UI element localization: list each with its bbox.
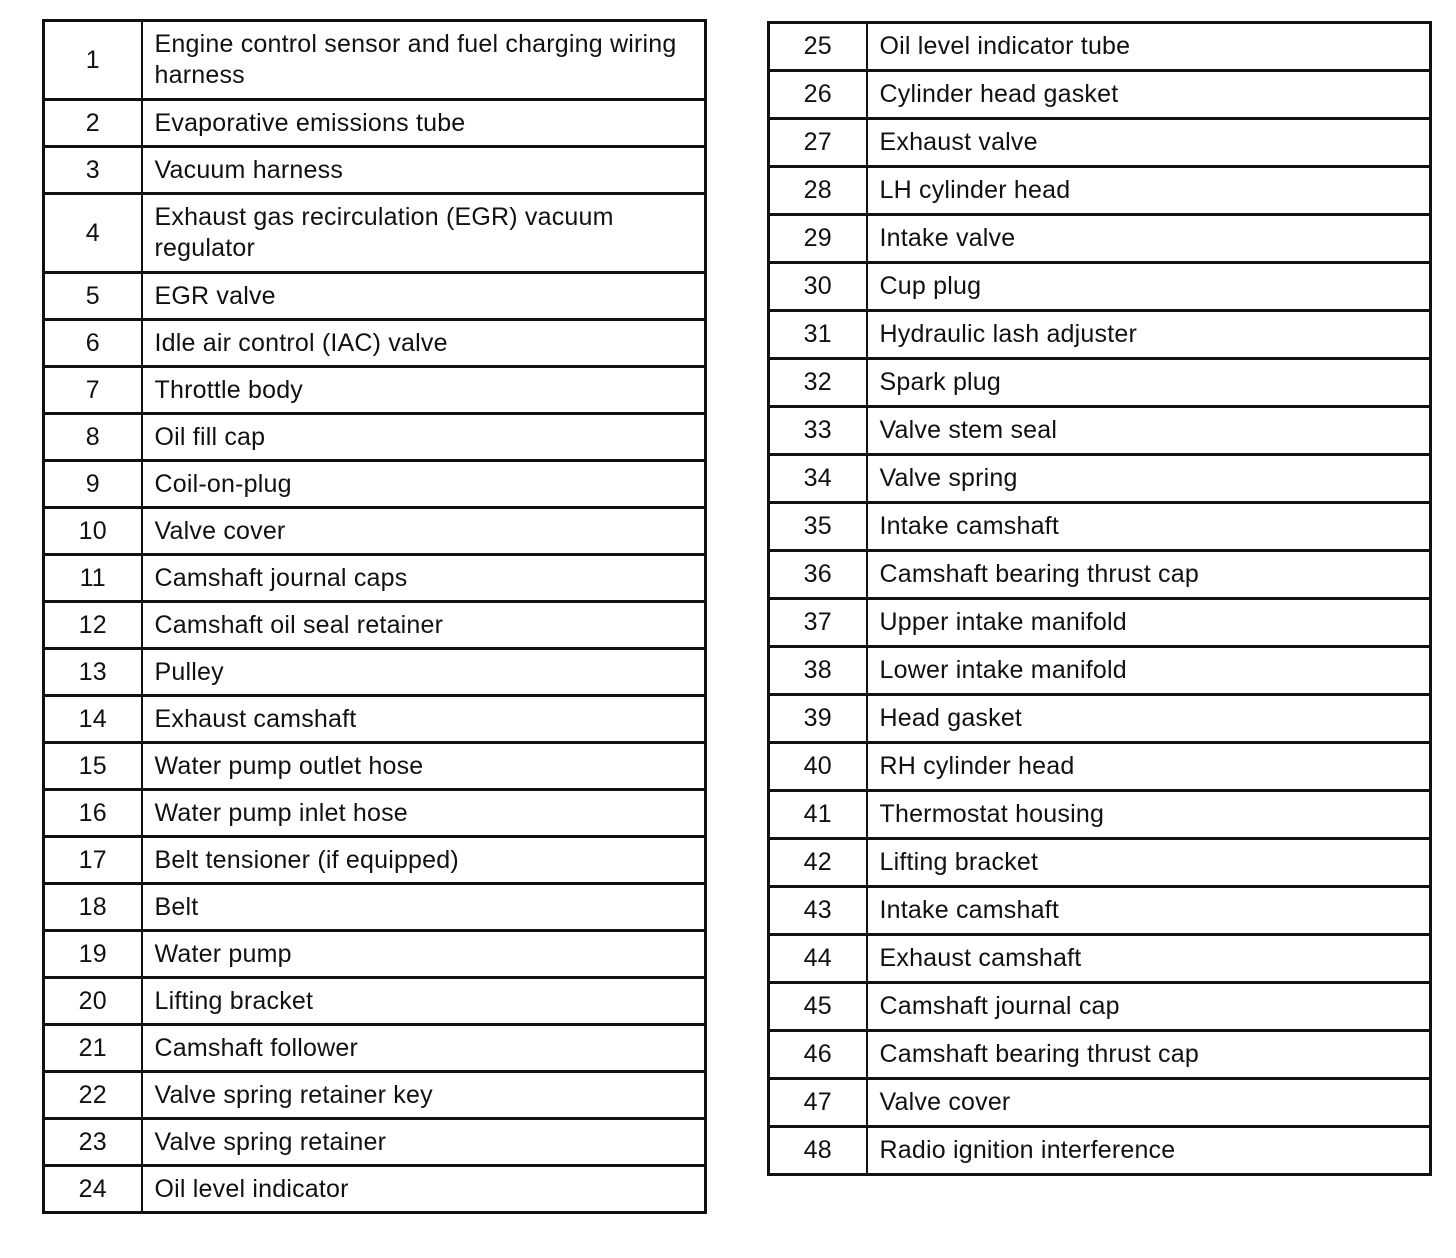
table-row [44,555,706,602]
item-description: Upper intake manifold [867,599,1431,647]
item-description: Evaporative emissions tube [142,100,706,147]
table-row [769,791,1431,839]
table-row [769,1031,1431,1079]
item-description: Valve cover [867,1079,1431,1127]
table-row [769,455,1431,503]
table-row [769,839,1431,887]
item-description: Camshaft bearing thrust cap [867,551,1431,599]
item-description: Exhaust camshaft [867,935,1431,983]
item-description: Radio ignition interference [867,1127,1431,1175]
item-description: RH cylinder head [867,743,1431,791]
item-description: Valve spring [867,455,1431,503]
item-description: Intake camshaft [867,503,1431,551]
table-row [769,983,1431,1031]
table-row [44,696,706,743]
item-number: 11 [44,555,142,602]
table-row [769,311,1431,359]
item-description: Head gasket [867,695,1431,743]
item-description: Intake camshaft [867,887,1431,935]
item-number: 46 [769,1031,867,1079]
item-description: Camshaft journal cap [867,983,1431,1031]
table-row [44,1025,706,1072]
table-row [44,21,706,100]
item-number: 43 [769,887,867,935]
item-number: 37 [769,599,867,647]
item-number: 3 [44,147,142,194]
item-number: 42 [769,839,867,887]
table-row [44,100,706,147]
item-number: 25 [769,23,867,71]
item-number: 6 [44,320,142,367]
item-description: Coil-on-plug [142,461,706,508]
table-row [44,1072,706,1119]
item-description: Lower intake manifold [867,647,1431,695]
item-number: 2 [44,100,142,147]
table-row [769,215,1431,263]
item-number: 35 [769,503,867,551]
item-description: Valve spring retainer [142,1119,706,1166]
item-number: 19 [44,931,142,978]
item-number: 13 [44,649,142,696]
item-description: Belt tensioner (if equipped) [142,837,706,884]
item-description: Hydraulic lash adjuster [867,311,1431,359]
item-description: Spark plug [867,359,1431,407]
item-description: Throttle body [142,367,706,414]
item-number: 32 [769,359,867,407]
item-number: 26 [769,71,867,119]
item-number: 12 [44,602,142,649]
table-row [769,647,1431,695]
item-number: 34 [769,455,867,503]
item-description: Water pump inlet hose [142,790,706,837]
item-number: 47 [769,1079,867,1127]
item-description: Exhaust valve [867,119,1431,167]
item-description: Camshaft oil seal retainer [142,602,706,649]
item-number: 48 [769,1127,867,1175]
item-description: Valve spring retainer key [142,1072,706,1119]
table-row [44,508,706,555]
table-row [769,695,1431,743]
item-number: 4 [44,194,142,273]
table-row [44,931,706,978]
table-row [44,743,706,790]
item-number: 41 [769,791,867,839]
table-row [769,1127,1431,1175]
item-number: 5 [44,273,142,320]
item-description: Valve cover [142,508,706,555]
table-row [769,551,1431,599]
item-number: 38 [769,647,867,695]
item-number: 10 [44,508,142,555]
item-number: 39 [769,695,867,743]
item-description: Camshaft follower [142,1025,706,1072]
table-row [44,837,706,884]
item-description: Lifting bracket [142,978,706,1025]
item-number: 30 [769,263,867,311]
item-description: Cylinder head gasket [867,71,1431,119]
item-number: 27 [769,119,867,167]
item-number: 9 [44,461,142,508]
table-row [769,1079,1431,1127]
item-description: Oil fill cap [142,414,706,461]
table-row [44,1119,706,1166]
parts-legend-table-right [767,21,1432,1176]
item-description: Valve stem seal [867,407,1431,455]
table-row [44,273,706,320]
item-description: Pulley [142,649,706,696]
item-number: 14 [44,696,142,743]
item-description: Belt [142,884,706,931]
item-number: 1 [44,21,142,100]
table-row [44,884,706,931]
item-description: Vacuum harness [142,147,706,194]
item-number: 15 [44,743,142,790]
item-number: 24 [44,1166,142,1213]
item-number: 16 [44,790,142,837]
item-number: 40 [769,743,867,791]
table-row [44,194,706,273]
table-row [769,119,1431,167]
parts-legend-table-left [42,19,707,1214]
item-description: Exhaust gas recirculation (EGR) vacuum regulator [142,194,706,273]
table-row [769,743,1431,791]
table-row [44,147,706,194]
table-row [44,790,706,837]
table-row [769,263,1431,311]
item-number: 29 [769,215,867,263]
item-description: Camshaft journal caps [142,555,706,602]
table-row [769,407,1431,455]
table-row [44,602,706,649]
item-description: Idle air control (IAC) valve [142,320,706,367]
item-description: Water pump [142,931,706,978]
item-description: Cup plug [867,263,1431,311]
item-description: Intake valve [867,215,1431,263]
item-description: Exhaust camshaft [142,696,706,743]
item-number: 36 [769,551,867,599]
item-number: 44 [769,935,867,983]
table-row [769,359,1431,407]
table-row [44,1166,706,1213]
item-number: 22 [44,1072,142,1119]
item-number: 23 [44,1119,142,1166]
table-row [769,935,1431,983]
item-number: 28 [769,167,867,215]
table-row [769,71,1431,119]
item-description: Lifting bracket [867,839,1431,887]
item-description: Thermostat housing [867,791,1431,839]
item-number: 7 [44,367,142,414]
table-row [44,367,706,414]
item-number: 18 [44,884,142,931]
table-row [44,649,706,696]
item-number: 21 [44,1025,142,1072]
table-row [44,414,706,461]
table-row [44,320,706,367]
item-number: 31 [769,311,867,359]
table-row [769,887,1431,935]
item-number: 17 [44,837,142,884]
item-description: EGR valve [142,273,706,320]
table-row [769,23,1431,71]
item-number: 8 [44,414,142,461]
item-description: LH cylinder head [867,167,1431,215]
item-number: 20 [44,978,142,1025]
item-description: Engine control sensor and fuel charging wiring harness [142,21,706,100]
item-description: Water pump outlet hose [142,743,706,790]
item-description: Camshaft bearing thrust cap [867,1031,1431,1079]
item-description: Oil level indicator [142,1166,706,1213]
item-number: 33 [769,407,867,455]
item-description: Oil level indicator tube [867,23,1431,71]
table-row [769,167,1431,215]
table-row [769,599,1431,647]
table-row [769,503,1431,551]
item-number: 45 [769,983,867,1031]
table-row [44,978,706,1025]
table-row [44,461,706,508]
